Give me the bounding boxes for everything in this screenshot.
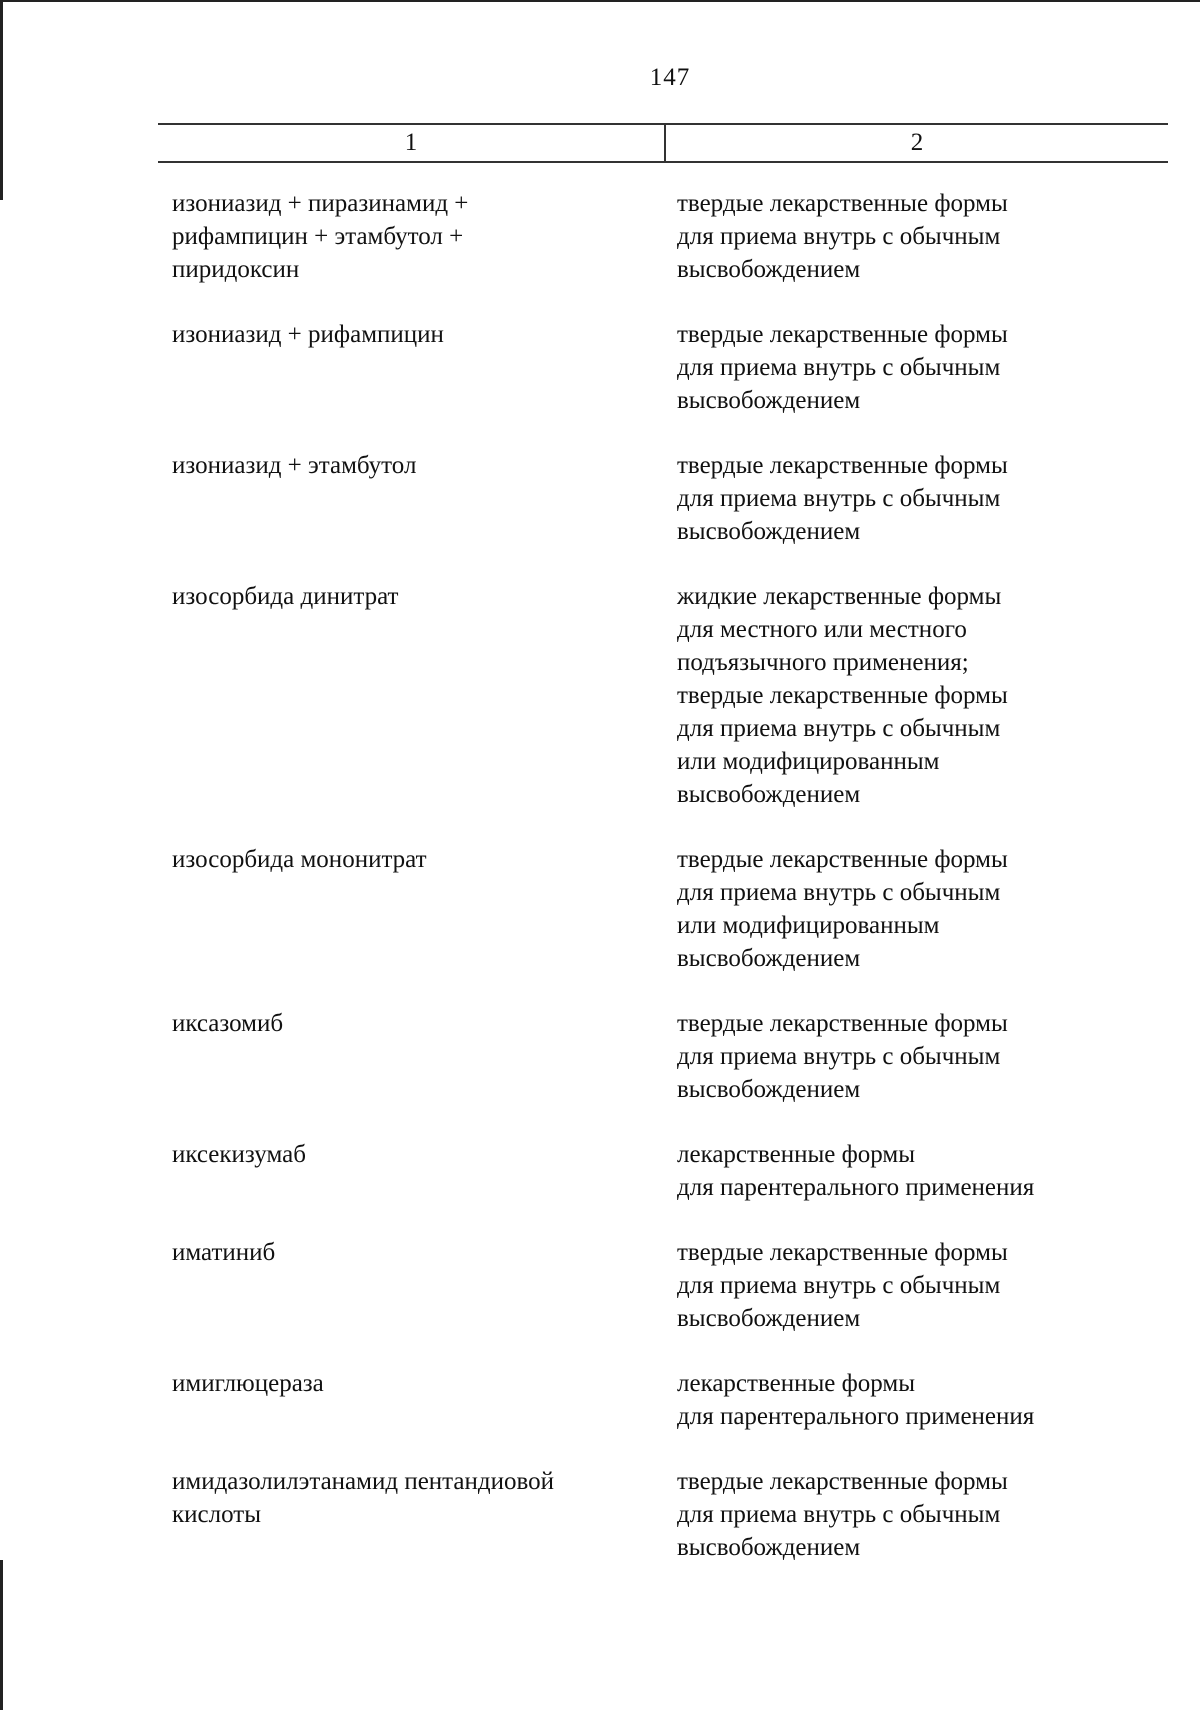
- dosage-form: лекарственные формы для парентерального применения: [677, 1141, 1035, 1201]
- scan-edge-left-bottom: [0, 1560, 3, 1710]
- table-row: [172, 1007, 1172, 1106]
- table-header: [158, 123, 1168, 163]
- dosage-form: твердые лекарственные формы для приема внутрь с обычным высвобождением: [677, 1010, 1008, 1103]
- drug-name: изосорбида динитрат: [172, 583, 399, 610]
- dosage-form: твердые лекарственные формы для приема внутрь с обычным высвобождением: [677, 1468, 1008, 1561]
- column-header-1: 1: [158, 125, 666, 161]
- dosage-form: твердые лекарственные формы для приема внутрь с обычным высвобождением: [677, 190, 1008, 283]
- table-row: [172, 318, 1172, 417]
- scan-edge-left: [0, 0, 3, 200]
- column-header-2: 2: [910, 129, 924, 156]
- table-row: [172, 449, 1172, 548]
- scan-edge-top: [0, 0, 1200, 2]
- dosage-form: твердые лекарственные формы для приема внутрь с обычным высвобождением: [677, 1239, 1008, 1332]
- drug-name: изониазид + пиразинамид + рифампицин + этамбутол + пиридоксин: [172, 190, 469, 283]
- dosage-form: жидкие лекарственные формы для местного или местного подъязычного применения; твердые лекарственные формы для приема внутрь с обычным или модифицированным высвобождением: [677, 583, 1008, 808]
- drug-name: имидазолилэтанамид пентандиовой кислоты: [172, 1468, 554, 1528]
- table-row: [172, 1138, 1172, 1204]
- table-row: [172, 1236, 1172, 1335]
- drug-name: изониазид + этамбутол: [172, 452, 417, 479]
- drug-name: изосорбида мононитрат: [172, 846, 427, 873]
- drug-name: иксазомиб: [172, 1010, 284, 1037]
- drug-name: иматиниб: [172, 1239, 276, 1266]
- table-row: [172, 580, 1172, 811]
- table-row: [172, 1367, 1172, 1433]
- dosage-form: лекарственные формы для парентерального применения: [677, 1370, 1035, 1430]
- dosage-form: твердые лекарственные формы для приема внутрь с обычным высвобождением: [677, 321, 1008, 414]
- dosage-form: твердые лекарственные формы для приема внутрь с обычным высвобождением: [677, 452, 1008, 545]
- drug-name: изониазид + рифампицин: [172, 321, 444, 348]
- drug-name: иксекизумаб: [172, 1141, 306, 1168]
- drug-name: имиглюцераза: [172, 1370, 324, 1397]
- table-row: [172, 843, 1172, 975]
- page-number: 147: [649, 64, 691, 91]
- dosage-form: твердые лекарственные формы для приема внутрь с обычным или модифицированным высвобождением: [677, 846, 1008, 972]
- table-row: [172, 1465, 1172, 1564]
- table-row: [172, 187, 1172, 286]
- table-body: [172, 187, 1172, 1596]
